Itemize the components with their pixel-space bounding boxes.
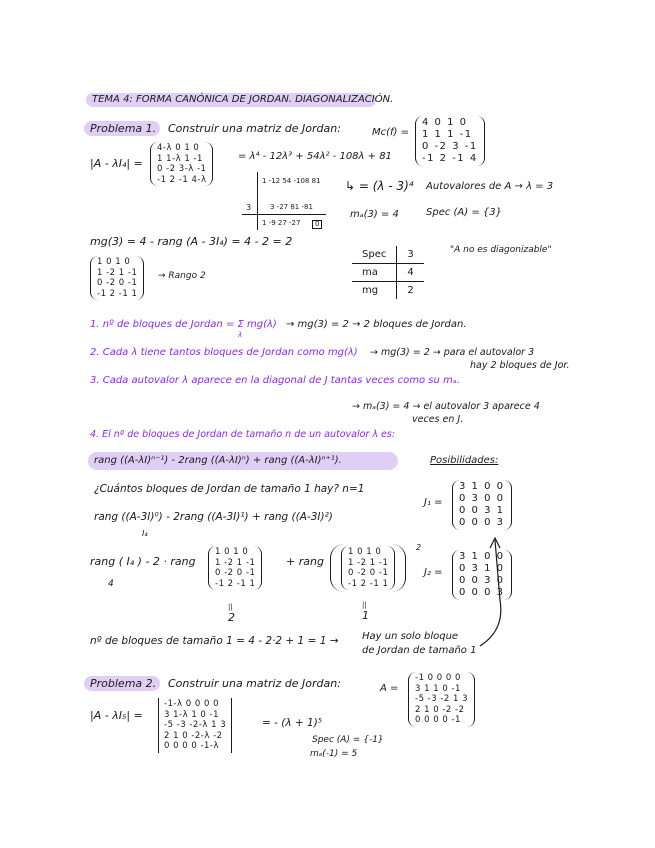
a-label: A = — [380, 683, 399, 694]
j1-label: J₁ = — [424, 497, 443, 508]
rank-matrix-inner: 1 0 1 0 1 -2 1 -1 0 -2 0 -1 -1 2 -1 1 — [341, 546, 395, 590]
rule-1: 1. nº de bloques de Jordan = Σ mg(λ) — [90, 319, 277, 330]
single-block-note: Hay un solo bloque — [362, 631, 459, 642]
rank-label: → Rango 2 — [158, 271, 206, 281]
matrix-a: -1 0 0 0 0 3 1 1 0 -1 -5 -3 -2 1 3 2 1 0 -2 -2 0 0 0 0 -1 — [408, 672, 475, 727]
rank-expression: rang ((A-3I)⁰) - 2rang ((A-3I)¹) + rang ((A-3I)²) — [94, 511, 333, 523]
plus-rank: + rang — [286, 555, 324, 568]
det5-label: |A - λI₅| = — [90, 709, 143, 722]
rule-3-result: → mₐ(3) = 4 → el autovalor 3 aparece 4 — [352, 401, 540, 412]
rule-2: 2. Cada λ tiene tantos bloques de Jordan como mg(λ) — [90, 347, 358, 358]
single-block-note-2: de Jordan de tamaño 1 — [362, 645, 477, 656]
square-exponent: 2 — [416, 543, 422, 552]
rule-3-result-2: veces en J. — [412, 414, 464, 425]
page-title: TEMA 4: FORMA CANÓNICA DE JORDAN. DIAGONALIZACIÓN. — [92, 94, 394, 105]
mc-matrix: 4 0 1 0 1 1 1 -1 0 -2 3 -1 -1 2 -1 4 — [415, 116, 485, 166]
equals-mark-2: || — [362, 601, 367, 609]
mc-label: Mc(f) = — [372, 127, 410, 138]
jordan-matrix-j1: 3 1 0 0 0 3 0 0 0 0 3 1 0 0 0 3 — [452, 480, 512, 530]
rank-value-1: 1 — [362, 609, 369, 622]
rank-computation: rang ( I₄ ) - 2 · rang — [90, 555, 196, 568]
possibilities-label: Posibilidades: — [430, 455, 499, 466]
rank-matrix-1: 1 0 1 0 1 -2 1 -1 0 -2 0 -1 -1 2 -1 1 — [208, 546, 262, 590]
spec-table: Spec 3 ma 4 mg 2 — [352, 246, 424, 299]
char-matrix: 4-λ 0 1 0 1 1-λ 1 -1 0 -2 3-λ -1 -1 2 -1 4-λ — [150, 142, 213, 186]
algebraic-multiplicity: mₐ(3) = 4 — [350, 209, 399, 220]
problem2-heading: Problema 2. — [90, 677, 157, 690]
block-count-formula: rang ((A-λI)ⁿ⁻¹) - 2rang ((A-λI)ⁿ) + rang ((A-λI)ⁿ⁺¹). — [94, 455, 342, 466]
rule-1-result: → mg(3) = 2 → 2 bloques de Jordan. — [286, 319, 467, 330]
rule-3: 3. Cada autovalor λ aparece en la diagonal de J tantas veces como su mₐ. — [90, 375, 460, 386]
rank-value-2: 2 — [228, 611, 235, 624]
spectrum: Spec (A) = {3} — [426, 207, 502, 218]
ruffini-top: 1 -12 54 -108 81 — [262, 177, 321, 185]
not-diagonalizable-note: "A no es diagonizable" — [450, 245, 552, 255]
problem2-instruction: Construir una matriz de Jordan: — [168, 677, 341, 690]
ruffini-root: 3 — [246, 203, 252, 212]
ruffini-bottom: 1 -9 27 -27 — [262, 219, 301, 227]
ruffini-mid: 3 -27 81 -81 — [270, 203, 313, 211]
block-count-result: nº de bloques de tamaño 1 = 4 - 2·2 + 1 = 1 → — [90, 635, 339, 647]
det-label: |A - λI₄| = — [90, 157, 143, 170]
geometric-multiplicity: mg(3) = 4 - rang (A - 3I₄) = 4 - 2 = 2 — [90, 235, 293, 248]
algebraic-multiplicity-2: mₐ(-1) = 5 — [310, 749, 358, 759]
identity-note: I₄ — [142, 529, 148, 538]
equals-mark-1: || — [228, 603, 233, 611]
problem1-instruction: Construir una matriz de Jordan: — [168, 122, 341, 135]
rule-2-result: → mg(3) = 2 → para el autovalor 3 — [370, 347, 535, 358]
rule-4: 4. El nº de bloques de Jordan de tamaño n de un autovalor λ es: — [90, 429, 396, 440]
problem1-heading: Problema 1. — [90, 122, 157, 135]
jordan-matrix-j2: 3 1 0 0 0 3 1 0 0 0 3 0 0 0 0 3 — [452, 550, 512, 600]
j2-label: J₂ = — [424, 567, 443, 578]
rule-2-result-2: hay 2 bloques de Jor. — [470, 360, 570, 371]
char-matrix-5: -1-λ 0 0 0 0 3 1-λ 1 0 -1 -5 -3 -2-λ 1 3 2 1 0 -2-λ -2 0 0 0 0 -1-λ — [158, 698, 232, 753]
eigenvalues-text: Autovalores de A → λ = 3 — [426, 181, 554, 192]
question-size-1: ¿Cuántos bloques de Jordan de tamaño 1 hay? n=1 — [94, 483, 365, 495]
char-polynomial: = λ⁴ - 12λ³ + 54λ² - 108λ + 81 — [238, 151, 392, 162]
ruffini-remainder: 0 — [312, 220, 322, 229]
four-under-identity: 4 — [108, 579, 114, 589]
factored-polynomial: ↳ = (λ - 3)⁴ — [345, 179, 414, 193]
rule-1-subscript: λ — [238, 331, 243, 339]
char-result-5: = - (λ + 1)⁵ — [262, 717, 323, 729]
rank-matrix: 1 0 1 0 1 -2 1 -1 0 -2 0 -1 -1 2 -1 1 — [90, 256, 144, 300]
spectrum-2: Spec (A) = {-1} — [312, 735, 384, 745]
